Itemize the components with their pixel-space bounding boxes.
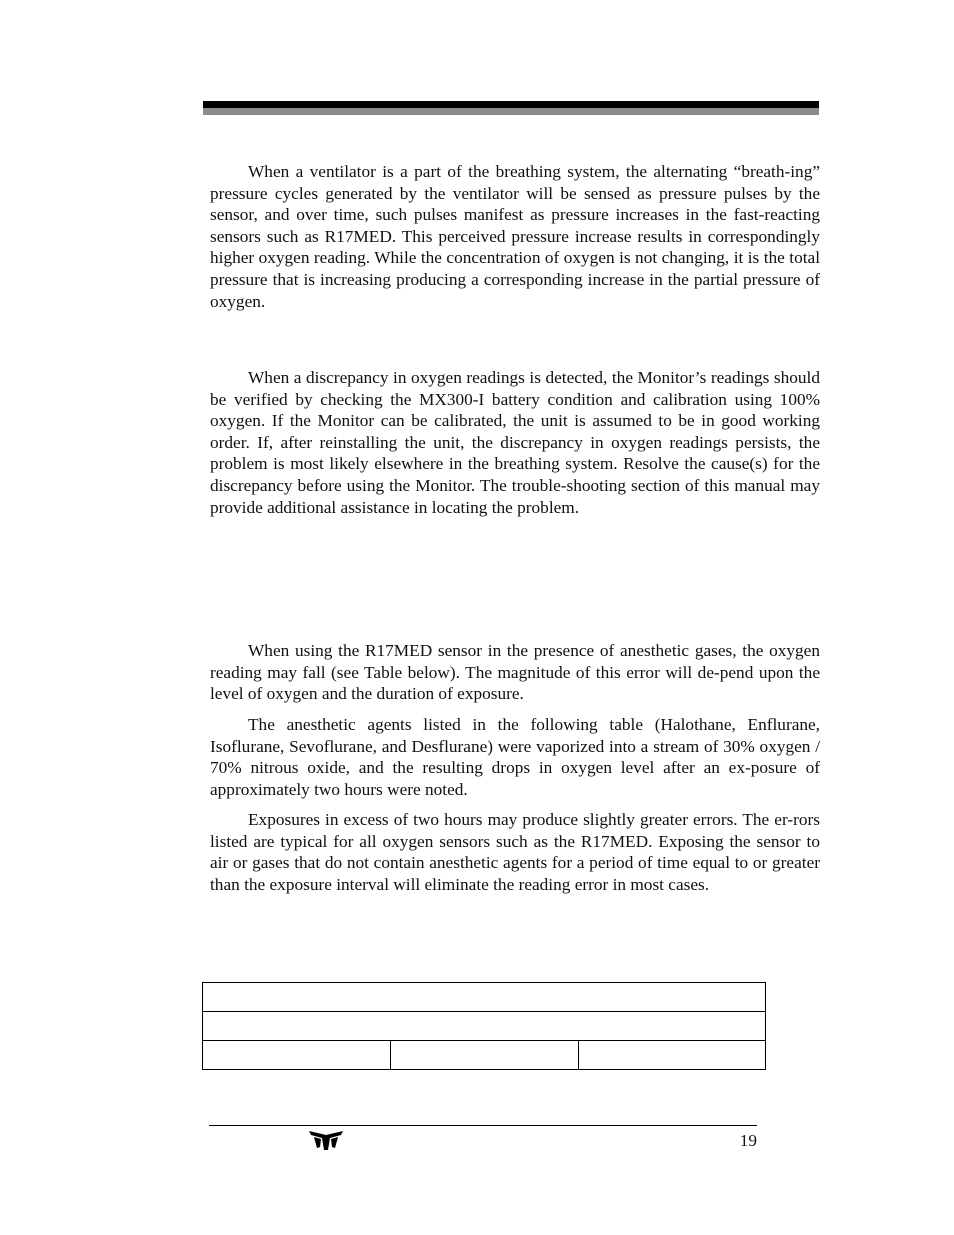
body-paragraph: When using the R17MED sensor in the presence of anesthetic gases, the oxygen reading may fall (see Table below). The magnitude of this error will de-pend upon the level of oxygen and the duration of exposure. <box>210 641 820 704</box>
footer-rule <box>209 1125 757 1126</box>
table-row <box>203 983 766 1012</box>
table-row <box>203 1012 766 1041</box>
teledyne-logo-icon <box>307 1129 345 1151</box>
table-cell <box>203 1012 766 1041</box>
table-cell <box>203 983 766 1012</box>
body-paragraph: The anesthetic agents listed in the following table (Halothane, Enflurane, Isoflurane, Sevoflurane, and Desflurane) were vaporized into a stream of 30% oxygen / 70% nitrous oxide, and the resulting drops in oxygen level after an ex-posure of approximately two hours were noted. <box>210 715 820 799</box>
page-number: 19 <box>739 1131 757 1150</box>
table-row <box>203 1041 766 1070</box>
table-cell <box>203 1041 391 1070</box>
table-cell <box>391 1041 579 1070</box>
body-paragraph: When a discrepancy in oxygen readings is detected, the Monitor’s readings should be verified by checking the MX300-I battery condition and calibration using 100% oxygen. If the Monitor can be calibrated, the unit is assumed to be in good working order. If, after reinstalling the unit, the discrepancy in oxygen readings persists, the problem is most likely elsewhere in the breathing system. Resolve the cause(s) for the discrepancy before using the Monitor. The trouble-shooting section of this manual may provide additional assistance in locating the problem. <box>210 368 820 517</box>
anesthetic-error-table <box>202 982 766 1070</box>
body-paragraph: When a ventilator is a part of the breathing system, the alternating “breath-ing” pressure cycles generated by the ventilator will be sensed as pressure pulses by the sensor, and over time, such pulses manifest as pressure increases in the fast-reacting sensors such as R17MED. This perceived pressure increase results in correspondingly higher oxygen reading. While the concentration of oxygen is not changing, it is the total pressure that is increasing producing a corresponding increase in the partial pressure of oxygen. <box>210 162 820 311</box>
table-cell <box>579 1041 766 1070</box>
body-paragraph: Exposures in excess of two hours may produce slightly greater errors. The er-rors listed are typical for all oxygen sensors such as the R17MED. Exposing the sensor to air or gases that do not contain anesthetic agents for a period of time equal to or greater than the exposure interval will eliminate the reading error in most cases. <box>210 810 820 894</box>
header-rule <box>203 101 819 115</box>
